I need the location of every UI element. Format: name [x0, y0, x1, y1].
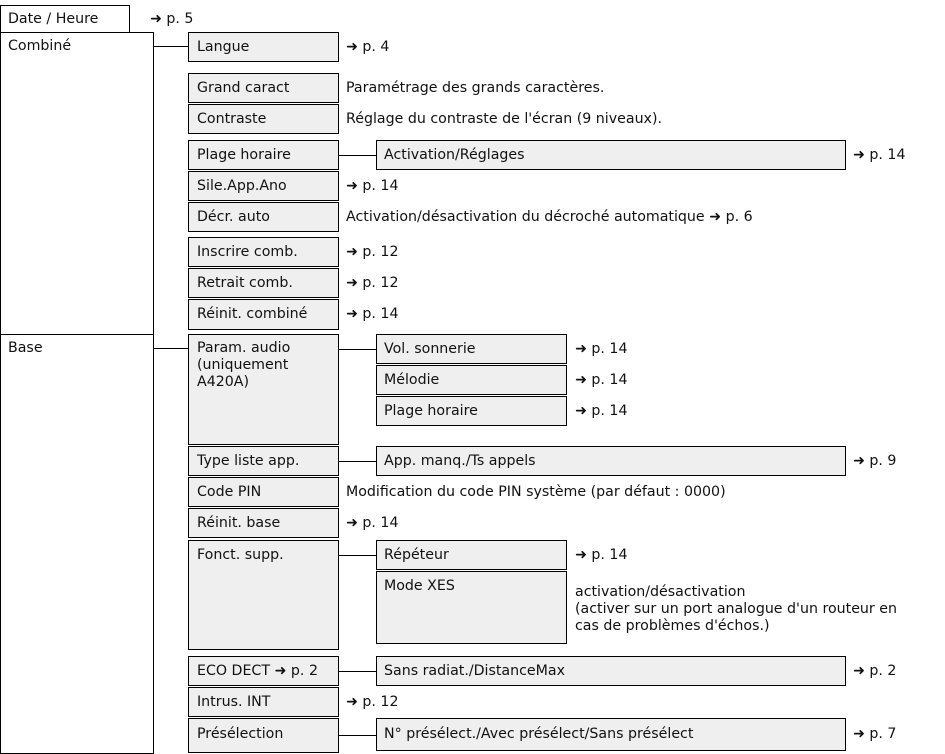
connector-eco-dect — [339, 671, 376, 672]
connector-base — [154, 348, 188, 349]
mode-xes-desc: activation/désactivation (activer sur un port analogue d'un routeur en cas de problèmes d'échos.) — [575, 584, 897, 634]
connector-type-liste — [339, 461, 376, 462]
code-pin-desc: Modification du code PIN système (par défaut : 0000) — [346, 484, 726, 500]
mode-xes-label: Mode XES — [384, 578, 455, 594]
app-manq-ref: ➜ p. 9 — [853, 453, 897, 469]
connector-combine — [154, 46, 188, 47]
decr-auto-desc: Activation/désactivation du décroché automatique ➜ p. 6 — [346, 209, 753, 225]
activation-reglages-label: Activation/Réglages — [384, 147, 525, 163]
fonct-supp-label: Fonct. supp. — [197, 547, 284, 563]
plage-horaire-option-label: Plage horaire — [384, 403, 478, 419]
type-liste-app-label: Type liste app. — [197, 453, 300, 469]
plage-horaire-option-ref: ➜ p. 14 — [575, 403, 628, 419]
eco-dect-label: ECO DECT ➜ p. 2 — [197, 663, 318, 679]
melodie-ref: ➜ p. 14 — [575, 372, 628, 388]
activation-reglages-ref: ➜ p. 14 — [853, 147, 906, 163]
contraste-desc: Réglage du contraste de l'écran (9 niveaux). — [346, 111, 662, 127]
reinit-combine-label: Réinit. combiné — [197, 306, 308, 322]
langue-label: Langue — [197, 39, 250, 55]
connector-preselection — [339, 735, 376, 736]
connector-fonct-supp — [339, 555, 376, 556]
sile-app-ano-ref: ➜ p. 14 — [346, 178, 399, 194]
n-preselect-ref: ➜ p. 7 — [853, 726, 897, 742]
melodie-label: Mélodie — [384, 372, 440, 388]
n-preselect-label: N° présélect./Avec présélect/Sans présélect — [384, 726, 694, 742]
plage-horaire-label: Plage horaire — [197, 147, 291, 163]
intrus-int-ref: ➜ p. 12 — [346, 694, 399, 710]
connector-plage-horaire — [339, 155, 376, 156]
grand-caract-desc: Paramétrage des grands caractères. — [346, 80, 605, 96]
reinit-base-label: Réinit. base — [197, 515, 281, 531]
connector-param-audio — [339, 349, 376, 350]
combine-label: Combiné — [8, 38, 72, 54]
retrait-comb-label: Retrait comb. — [197, 275, 293, 291]
repeteur-label: Répéteur — [384, 547, 449, 563]
sans-radiat-label: Sans radiat./DistanceMax — [384, 663, 565, 679]
app-manq-label: App. manq./Ts appels — [384, 453, 536, 469]
reinit-combine-ref: ➜ p. 14 — [346, 306, 399, 322]
vol-sonnerie-ref: ➜ p. 14 — [575, 341, 628, 357]
retrait-comb-ref: ➜ p. 12 — [346, 275, 399, 291]
sans-radiat-ref: ➜ p. 2 — [853, 663, 897, 679]
reinit-base-ref: ➜ p. 14 — [346, 515, 399, 531]
base-label: Base — [8, 340, 43, 356]
param-audio-label: Param. audio (uniquement A420A) — [197, 340, 291, 390]
intrus-int-label: Intrus. INT — [197, 694, 271, 710]
combine-cell — [0, 32, 154, 335]
inscrire-comb-label: Inscrire comb. — [197, 244, 298, 260]
repeteur-ref: ➜ p. 14 — [575, 547, 628, 563]
contraste-label: Contraste — [197, 111, 267, 127]
decr-auto-label: Décr. auto — [197, 209, 270, 225]
vol-sonnerie-label: Vol. sonnerie — [384, 341, 476, 357]
base-cell — [0, 334, 154, 754]
preselection-label: Présélection — [197, 726, 284, 742]
grand-caract-label: Grand caract — [197, 80, 290, 96]
date-heure-label: Date / Heure — [8, 11, 99, 27]
sile-app-ano-label: Sile.App.Ano — [197, 178, 287, 194]
langue-ref: ➜ p. 4 — [346, 39, 390, 55]
inscrire-comb-ref: ➜ p. 12 — [346, 244, 399, 260]
code-pin-label: Code PIN — [197, 484, 262, 500]
date-heure-ref: ➜ p. 5 — [150, 11, 194, 27]
